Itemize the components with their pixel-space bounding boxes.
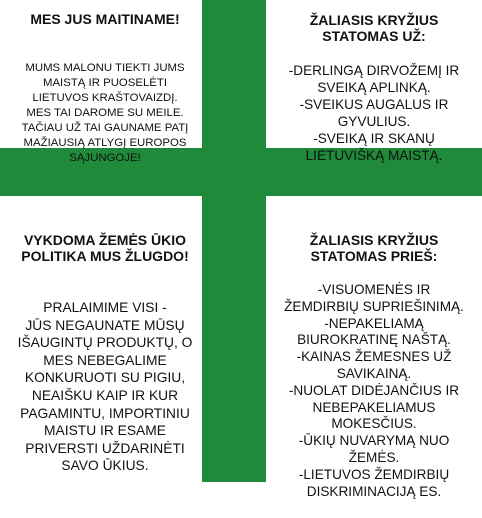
top-left-heading: MES JUS MAITINAME! xyxy=(30,11,180,27)
bottom-right-list: -VISUOMENĖS IR ŽEMDIRBIŲ SUPRIEŠINIMĄ. -NEPAKELIAMĄ BIUROKRATINĘ NAŠTĄ. -KAINAS ŽEMESNES UŽ SAVIKAINĄ. -NUOLAT DIDĖJANČIUS IR NEBEPAKELIAMUS MOKESČIUS. -ŪKIŲ NUVARYMĄ NUO ŽEMĖS. -LIETUVOS ŽEMDIRBIŲ DISKRIMINACIJĄ ES. xyxy=(284,282,464,499)
bottom-left-section xyxy=(10,214,200,493)
bottom-right-section xyxy=(268,214,480,518)
top-left-body: MUMS MALONU TIEKTI JUMS MAISTĄ IR PUOSELĖTI LIETUVOS KRAŠTOVAIZDĮ. MES TAI DAROME SU MEILE. TAČIAU UŽ TAI GAUNAME PATĮ MAŽIAUSIĄ ATLYGĮ EUROPOS SĄJUNGOJE! xyxy=(21,62,189,164)
bottom-left-body: PRALAIMIME VISI - JŪS NEGAUNATE MŪSŲ IŠAUGINTŲ PRODUKTŲ, O MES NEBEGALIME KONKURUOTI SU PIGIU, NEAIŠKU KAIP IR KUR PAGAMINTU, IMPORTINIU MAISTU IR ESAME PRIVERSTI UŽDARINĖTI SAVO ŪKIUS. xyxy=(17,300,193,474)
top-right-section xyxy=(268,0,480,182)
bottom-right-heading: ŽALIASIS KRYŽIUS STATOMAS PRIEŠ: xyxy=(309,232,439,264)
top-right-list: -DERLINGĄ DIRVOŽEMĮ IR SVEIKĄ APLINKĄ. -SVEIKUS AUGALUS IR GYVULIUS. -SVEIKĄ IR SKANŲ LIETUVIŠKĄ MAISTĄ. xyxy=(288,63,460,163)
top-left-section xyxy=(10,0,200,184)
green-cross-vertical-bar xyxy=(202,0,266,482)
bottom-left-heading: VYKDOMA ŽEMĖS ŪKIO POLITIKA MUS ŽLUGDO! xyxy=(21,232,189,264)
top-right-heading: ŽALIASIS KRYŽIUS STATOMAS UŽ: xyxy=(309,12,439,44)
